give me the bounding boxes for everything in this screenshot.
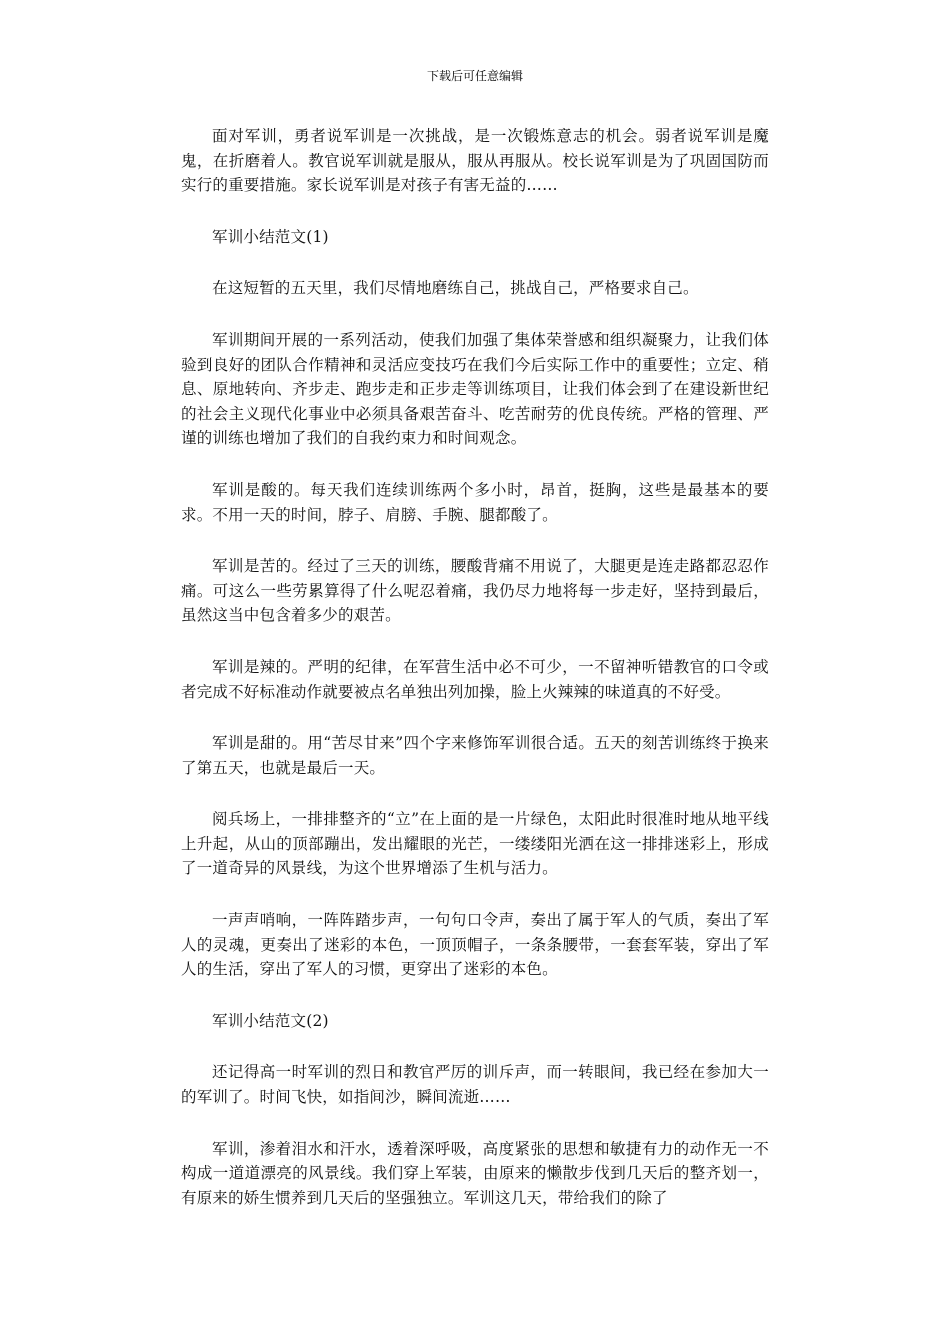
body-paragraph: 军训，渗着泪水和汗水，透着深呼吸，高度紧张的思想和敏捷有力的动作无一不构成一道道漂亮的风景线。我们穿上军装，由原来的懒散步伐到几天后的整齐划一，有原来的娇生惯养到几天后的坚强独立。军训这几天，带给我们的除了 [181,1139,769,1207]
body-paragraph: 军训是苦的。经过了三天的训练，腰酸背痛不用说了，大腿更是连走路都忍忍作痛。可这么一些劳累算得了什么呢忍着痛，我仍尽力地将每一步走好，坚持到最后，虽然这当中包含着多少的艰苦。 [181,557,769,625]
body-paragraph: 阅兵场上，一排排整齐的“立”在上面的是一片绿色，太阳此时很准时地从地平线上升起，从山的顶部蹦出，发出耀眼的光芒，一缕缕阳光洒在这一排排迷彩上，形成了一道奇异的风景线，为这个世界增添了生机与活力。 [181,810,769,878]
document-body [181,124,769,1237]
section-heading-2: 军训小结范文(2) [212,1011,329,1030]
body-paragraph: 还记得高一时军训的烈日和教官严厉的训斥声，而一转眼间，我已经在参加大一的军训了。时间飞快，如指间沙，瞬间流逝…… [181,1063,769,1107]
body-paragraph: 军训是甜的。用“苦尽甘来”四个字来修饰军训很合适。五天的刻苦训练终于换来了第五天，也就是最后一天。 [181,734,769,777]
body-paragraph: 一声声哨响，一阵阵踏步声，一句句口令声，奏出了属于军人的气质，奏出了军人的灵魂，更奏出了迷彩的本色，一顶顶帽子，一条条腰带，一套套军装，穿出了军人的生活，穿出了军人的习惯，更穿出了迷彩的本色。 [181,911,769,979]
body-paragraph: 在这短暂的五天里，我们尽情地磨练自己，挑战自己，严格要求自己。 [212,279,699,298]
section-heading-1: 军训小结范文(1) [212,227,329,246]
body-paragraph: 军训是辣的。严明的纪律，在军营生活中必不可少，一不留神听错教官的口令或者完成不好标准动作就要被点名单独出列加操，脸上火辣辣的味道真的不好受。 [181,657,769,701]
intro-paragraph: 面对军训，勇者说军训是一次挑战，是一次锻炼意志的机会。弱者说军训是魔鬼，在折磨着人。教官说军训就是服从，服从再服从。校长说军训是为了巩固国防而实行的重要措施。家长说军训是对孩子有害无益的…… [181,127,769,195]
page-header-note: 下载后可任意编辑 [426,69,523,83]
body-paragraph: 军训是酸的。每天我们连续训练两个多小时，昂首，挺胸，这些是最基本的要求。不用一天的时间，脖子、肩膀、手腕、腿都酸了。 [181,480,769,524]
body-paragraph: 军训期间开展的一系列活动，使我们加强了集体荣誉感和组织凝聚力，让我们体验到良好的团队合作精神和灵活应变技巧在我们今后实际工作中的重要性；立定、稍息、原地转向、齐步走、跑步走和正步走等训练项目，让我们体会到了在建设新世纪的社会主义现代化事业中必须具备艰苦奋斗、吃苦耐劳的优良传统。严格的管理、严谨的训练也增加了我们的自我约束力和时间观念。 [181,330,769,448]
